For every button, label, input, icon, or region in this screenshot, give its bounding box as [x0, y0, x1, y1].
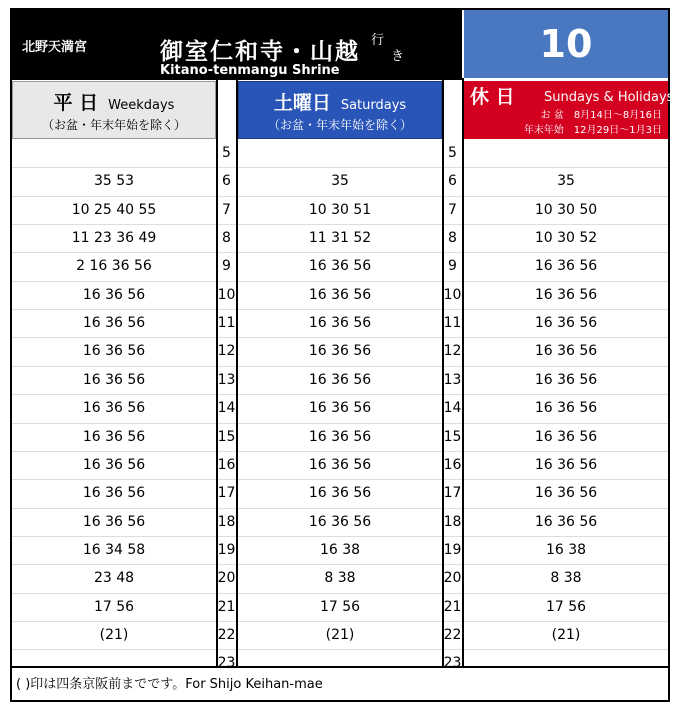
weekdays-title-en: Weekdays — [108, 98, 175, 113]
saturdays-header — [238, 81, 442, 139]
hour-cell: 8 — [222, 230, 231, 247]
hour-cell: 17 — [443, 485, 462, 502]
saturdays-minutes-cell: 16 36 56 — [308, 485, 372, 502]
weekdays-minutes-cell: 10 25 40 55 — [71, 201, 157, 218]
hour-cell: 5 — [222, 145, 231, 161]
saturdays-minutes-cell: 11 31 52 — [308, 230, 372, 247]
title-bar — [10, 8, 462, 80]
saturdays-minutes-cell: 16 36 56 — [308, 343, 372, 360]
hour-cell: 6 — [448, 173, 457, 190]
hour-cell: 19 — [217, 541, 236, 558]
holidays-minutes-cell — [464, 139, 668, 167]
hour-cell: 12 — [443, 343, 462, 360]
saturdays-title: 土曜日 — [273, 92, 331, 114]
hour-cell: 10 — [217, 286, 236, 303]
holidays-title-en: Sundays & Holidays — [544, 90, 674, 105]
stop-name: 北野天満宮 — [22, 40, 88, 55]
weekdays-minutes-cell: 23 48 — [93, 570, 135, 587]
holidays-note-obon: お 盆 8月14日～8月16日 — [540, 110, 662, 121]
holidays-minutes-cell: 16 38 — [545, 541, 587, 558]
weekdays-minutes-cell: (21) — [99, 626, 129, 643]
footer-note-box — [12, 666, 668, 700]
hour-cell: 8 — [448, 230, 457, 247]
hour-cell: 20 — [217, 570, 236, 587]
saturdays-note: （お盆・年末年始を除く） — [267, 118, 412, 132]
weekdays-title: 平 日 — [53, 92, 99, 114]
saturdays-minutes-cell: 16 36 56 — [308, 400, 372, 417]
hour-cell: 11 — [217, 315, 236, 332]
hour-cell: 7 — [448, 201, 457, 218]
hour-cell: 18 — [443, 513, 462, 530]
destination-english: Kitano-tenmangu Shrine — [160, 63, 340, 78]
saturdays-minutes-cell: 16 36 56 — [308, 513, 372, 530]
weekdays-header — [12, 81, 216, 139]
hour-cell: 17 — [217, 485, 236, 502]
holidays-minutes-cell: 35 — [557, 173, 575, 190]
holidays-header — [464, 81, 674, 139]
saturdays-minutes-cell: (21) — [325, 626, 355, 643]
hour-cell: 18 — [217, 513, 236, 530]
hour-cell: 22 — [443, 626, 462, 643]
weekdays-note: （お盆・年末年始を除く） — [41, 118, 186, 132]
destination-title: 御室仁和寺・山越 — [160, 39, 360, 65]
column-divider — [236, 78, 238, 666]
saturdays-minutes-cell: 35 — [331, 173, 349, 190]
holidays-minutes-cell: 17 56 — [545, 598, 587, 615]
saturdays-minutes-cell: 16 36 56 — [308, 315, 372, 332]
hour-cell: 20 — [443, 570, 462, 587]
hour-cell: 5 — [448, 145, 457, 161]
saturdays-minutes-cell: 16 36 56 — [308, 286, 372, 303]
saturdays-minutes-cell: 17 56 — [319, 598, 361, 615]
column-divider — [442, 78, 444, 666]
saturdays-minutes-cell: 16 36 56 — [308, 428, 372, 445]
weekdays-minutes-cell — [12, 139, 216, 167]
saturdays-minutes-cell: 16 38 — [319, 541, 361, 558]
route-number-badge: 10 — [464, 10, 668, 78]
hour-cell: 14 — [217, 400, 236, 417]
weekdays-minutes-cell: 16 36 56 — [82, 428, 146, 445]
holidays-minutes-cell: 16 36 56 — [534, 513, 598, 530]
hour-cell: 21 — [217, 598, 236, 615]
weekdays-minutes-cell: 16 36 56 — [82, 400, 146, 417]
weekdays-minutes-cell: 2 16 36 56 — [76, 258, 152, 275]
hour-cell: 11 — [443, 315, 462, 332]
hour-cell: 13 — [443, 371, 462, 388]
hour-cell: 12 — [217, 343, 236, 360]
saturdays-title-en: Saturdays — [340, 98, 407, 113]
holidays-minutes-cell: 10 30 50 — [534, 201, 598, 218]
holidays-minutes-cell: 16 36 56 — [534, 400, 598, 417]
hour-cell: 19 — [443, 541, 462, 558]
weekdays-minutes-cell: 16 36 56 — [82, 456, 146, 473]
holidays-title: 休 日 — [470, 86, 515, 108]
holidays-minutes-cell: (21) — [551, 626, 581, 643]
saturdays-minutes-cell: 16 36 56 — [308, 258, 372, 275]
weekdays-minutes-cell: 16 36 56 — [82, 513, 146, 530]
hour-cell: 23 — [443, 655, 462, 672]
hour-cell: 23 — [217, 655, 236, 672]
saturdays-minutes-cell — [238, 139, 442, 167]
column-divider — [216, 78, 218, 666]
hour-cell: 6 — [222, 173, 231, 190]
hour-cell: 16 — [217, 456, 236, 473]
hour-cell: 10 — [443, 286, 462, 303]
hour-cell: 9 — [222, 258, 231, 275]
hour-cell: 9 — [448, 258, 457, 275]
holidays-minutes-cell: 8 38 — [550, 570, 582, 587]
hour-cell: 21 — [443, 598, 462, 615]
saturdays-minutes-cell: 16 36 56 — [308, 456, 372, 473]
holidays-minutes-cell: 16 36 56 — [534, 315, 598, 332]
holidays-minutes-cell: 16 36 56 — [534, 258, 598, 275]
holidays-minutes-cell: 16 36 56 — [534, 485, 598, 502]
hour-cell: 15 — [443, 428, 462, 445]
hour-cell: 16 — [443, 456, 462, 473]
hour-cell: 14 — [443, 400, 462, 417]
hour-cell: 15 — [217, 428, 236, 445]
holidays-minutes-cell: 10 30 52 — [534, 230, 598, 247]
weekdays-minutes-cell: 35 53 — [93, 173, 135, 190]
hour-cell: 22 — [217, 626, 236, 643]
direction-suffix-2: き — [391, 49, 405, 64]
weekdays-minutes-cell: 16 36 56 — [82, 485, 146, 502]
weekdays-minutes-cell: 16 36 56 — [82, 343, 146, 360]
weekdays-minutes-cell: 16 34 58 — [82, 541, 146, 558]
weekdays-minutes-cell: 16 36 56 — [82, 286, 146, 303]
saturdays-minutes-cell: 16 36 56 — [308, 371, 372, 388]
holidays-note-newyear: 年末年始 12月29日～1月3日 — [523, 125, 662, 136]
holidays-minutes-cell: 16 36 56 — [534, 428, 598, 445]
direction-suffix-1: 行 — [371, 33, 385, 48]
column-divider — [462, 78, 464, 666]
weekdays-minutes-cell: 16 36 56 — [82, 315, 146, 332]
holidays-minutes-cell: 16 36 56 — [534, 343, 598, 360]
holidays-minutes-cell: 16 36 56 — [534, 371, 598, 388]
weekdays-minutes-cell: 11 23 36 49 — [71, 230, 157, 247]
weekdays-minutes-cell: 17 56 — [93, 598, 135, 615]
hour-cell: 13 — [217, 371, 236, 388]
saturdays-minutes-cell: 8 38 — [324, 570, 356, 587]
hour-cell: 7 — [222, 201, 231, 218]
saturdays-minutes-cell: 10 30 51 — [308, 201, 372, 218]
holidays-minutes-cell: 16 36 56 — [534, 286, 598, 303]
holidays-minutes-cell: 16 36 56 — [534, 456, 598, 473]
weekdays-minutes-cell: 16 36 56 — [82, 371, 146, 388]
footer-note: ( )印は四条京阪前までです。For Shijo Keihan-mae — [16, 677, 323, 692]
